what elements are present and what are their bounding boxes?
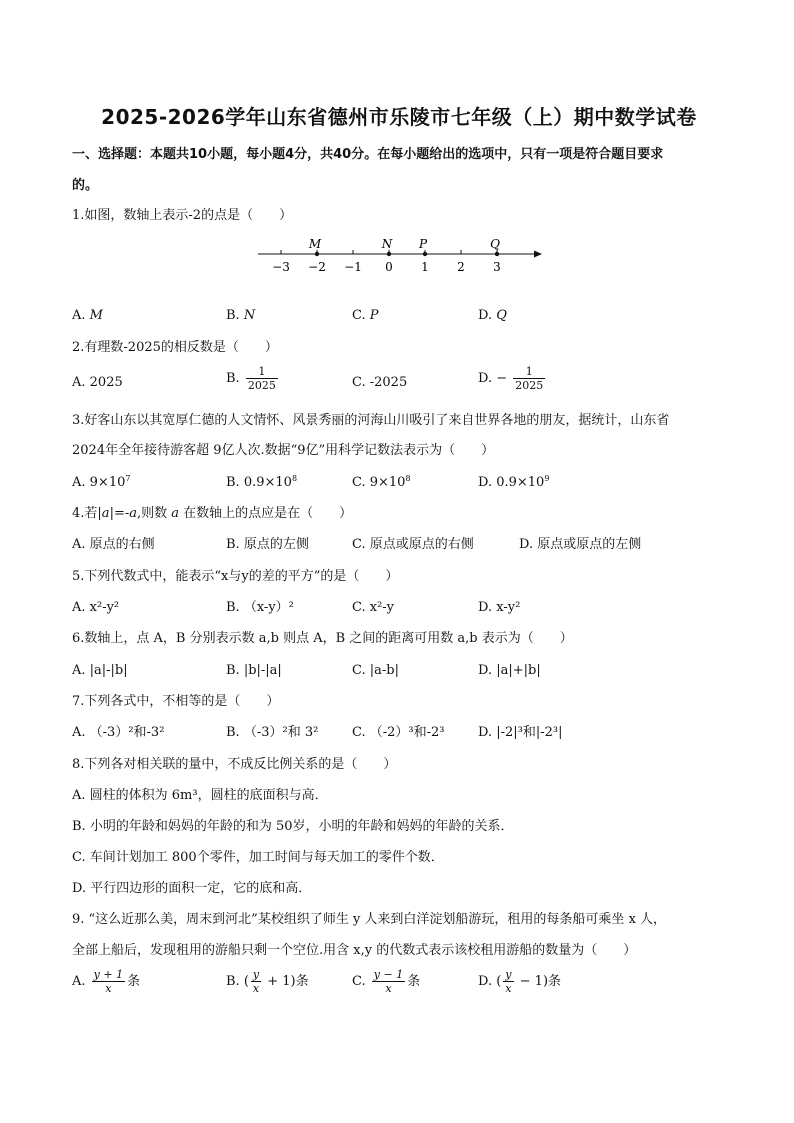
q3-line2: 2024年全年接待游客超 9亿人次.数据“9亿”用科学记数法表示为（ ） bbox=[72, 443, 495, 458]
q6-option-c[interactable]: C. |a-b| bbox=[352, 663, 399, 678]
q8-stem: 8.下列各对相关联的量中，不成反比例关系的是（ ） bbox=[72, 757, 397, 772]
q4-option-c[interactable]: C. 原点或原点的右侧 bbox=[352, 537, 474, 552]
q4-stem: 4.若|a|=-a,则数 a 在数轴上的点应是在（ ） bbox=[72, 506, 353, 521]
q4-option-a[interactable]: A. 原点的右侧 bbox=[72, 537, 155, 552]
q9-option-a[interactable]: A. $\frac{y + 1}{x}$ 条 bbox=[72, 968, 141, 995]
q5-stem: 5.下列代数式中，能表示“x与y的差的平方”的是（ ） bbox=[72, 569, 399, 584]
number-line-arrow bbox=[534, 251, 542, 258]
q2-b-fraction: $\frac{1}{2025}$ bbox=[247, 365, 276, 392]
number-line-tick-label: −2 bbox=[308, 260, 326, 274]
number-line-tick-label: 3 bbox=[493, 260, 501, 274]
number-line-point bbox=[315, 252, 319, 256]
q5-option-d[interactable]: D. x-y² bbox=[478, 600, 521, 615]
q1-option-d[interactable]: D. Q bbox=[478, 308, 507, 323]
number-line-tick-label: −1 bbox=[344, 260, 362, 274]
q1-option-b[interactable]: B. N bbox=[226, 308, 256, 323]
number-line-points bbox=[308, 237, 500, 256]
q3-option-b[interactable]: B. $0.9\times 10^8$ bbox=[226, 474, 298, 490]
number-line-tick-label: 2 bbox=[457, 260, 465, 274]
q9-a-fraction: $\frac{y + 1}{x}$ bbox=[93, 968, 124, 995]
q6-option-a[interactable]: A. |a|-|b| bbox=[72, 663, 128, 678]
q1-option-a[interactable]: A. M bbox=[72, 308, 103, 323]
q2-option-d[interactable]: D. − $\frac{1}{2025}$ bbox=[478, 365, 544, 392]
q6-option-d[interactable]: D. |a|+|b| bbox=[478, 663, 541, 678]
number-line-tick-label: 1 bbox=[421, 260, 429, 274]
number-line-tick-label: 0 bbox=[385, 260, 393, 274]
q1-option-c[interactable]: C. P bbox=[352, 308, 379, 323]
number-line-point-label: Q bbox=[490, 237, 500, 251]
number-line-tick-label: −3 bbox=[272, 260, 290, 274]
page-title: 2025-2026学年山东省德州市乐陵市七年级（上）期中数学试卷 bbox=[101, 105, 697, 129]
number-line-point-label: P bbox=[418, 237, 428, 251]
q9-option-d[interactable]: D. ( $\frac{y}{x}$ − 1)条 bbox=[478, 968, 562, 995]
q3-option-c[interactable]: C. $9\times 10^8$ bbox=[352, 474, 411, 490]
q6-stem: 6.数轴上，点 A，B 分别表示数 a,b 则点 A，B 之间的距离可用数 a,b 表示为（ ） bbox=[72, 631, 573, 646]
q2-option-b[interactable]: B. $\frac{1}{2025}$ bbox=[226, 365, 276, 392]
q2-stem: 2.有理数-2025的相反数是（ ） bbox=[72, 340, 278, 355]
q1-stem: 1.如图，数轴上表示-2的点是（ ） bbox=[72, 208, 293, 223]
section-heading-line2: 的。 bbox=[72, 178, 99, 193]
q3-line1: 3.好客山东以其宽厚仁德的人文情怀、风景秀丽的河海山川吸引了来自世界各地的朋友，据统计，山东省 bbox=[72, 413, 670, 428]
q9-line1: 9. “这么近那么美，周末到河北”某校组织了师生 y 人来到白洋淀划船游玩，租用的每条船可乘坐 x 人， bbox=[72, 912, 667, 927]
q4-option-d[interactable]: D. 原点或原点的左侧 bbox=[519, 537, 642, 552]
number-line-point-label: M bbox=[308, 237, 322, 251]
number-line-point bbox=[387, 252, 391, 256]
q9-option-b[interactable]: B. ( $\frac{y}{x}$ + 1)条 bbox=[226, 968, 309, 995]
q8-option-b[interactable]: B. 小明的年龄和妈妈的年龄的和为 50岁，小明的年龄和妈妈的年龄的关系． bbox=[72, 819, 514, 834]
q2-d-fraction: $\frac{1}{2025}$ bbox=[515, 365, 544, 392]
q7-option-d[interactable]: D. |-2|³和|-2³| bbox=[478, 725, 563, 740]
number-line-point bbox=[495, 252, 499, 256]
number-line-figure bbox=[258, 232, 548, 280]
q9-c-fraction: $\frac{y - 1}{x}$ bbox=[373, 968, 404, 995]
number-line-point-label: N bbox=[381, 237, 393, 251]
q9-b-fraction: $\frac{y}{x}$ bbox=[252, 968, 260, 995]
q7-option-a[interactable]: A. （-3）²和-3² bbox=[72, 725, 165, 740]
q7-option-b[interactable]: B. （-3）²和 3² bbox=[226, 725, 319, 740]
q7-stem: 7.下列各式中，不相等的是（ ） bbox=[72, 694, 280, 709]
q6-option-b[interactable]: B. |b|-|a| bbox=[226, 663, 282, 678]
q8-option-c[interactable]: C. 车间计划加工 800个零件，加工时间与每天加工的零件个数． bbox=[72, 850, 444, 865]
q9-d-fraction: $\frac{y}{x}$ bbox=[505, 968, 512, 995]
q5-option-a[interactable]: A. x²-y² bbox=[72, 600, 120, 615]
q5-option-c[interactable]: C. x²-y bbox=[352, 600, 395, 615]
number-line-point bbox=[423, 252, 427, 256]
q4-option-b[interactable]: B. 原点的左侧 bbox=[226, 537, 309, 552]
q3-option-d[interactable]: D. $0.9\times 10^9$ bbox=[478, 474, 550, 490]
q9-line2: 全部上船后，发现租用的游船只剩一个空位.用含 x,y 的代数式表示该校租用游船的数量为（ ） bbox=[72, 943, 637, 958]
q2-option-a[interactable]: A. 2025 bbox=[72, 375, 123, 390]
q3-option-a[interactable]: A. $9\times 10^7$ bbox=[72, 474, 131, 490]
q9-option-c[interactable]: C. $\frac{y - 1}{x}$ 条 bbox=[352, 968, 421, 995]
q7-option-c[interactable]: C. （-2）³和-2³ bbox=[352, 725, 445, 740]
section-heading-line1: 一、选择题：本题共10小题，每小题4分，共40分。在每小题给出的选项中，只有一项是符合题目要求 bbox=[72, 147, 664, 162]
q2-option-c[interactable]: C. -2025 bbox=[352, 375, 408, 390]
q8-option-a[interactable]: A. 圆柱的体积为 6m³，圆柱的底面积与高． bbox=[72, 788, 328, 803]
q8-option-d[interactable]: D. 平行四边形的面积一定，它的底和高． bbox=[72, 881, 312, 896]
q5-option-b[interactable]: B. （x-y）² bbox=[226, 600, 294, 615]
